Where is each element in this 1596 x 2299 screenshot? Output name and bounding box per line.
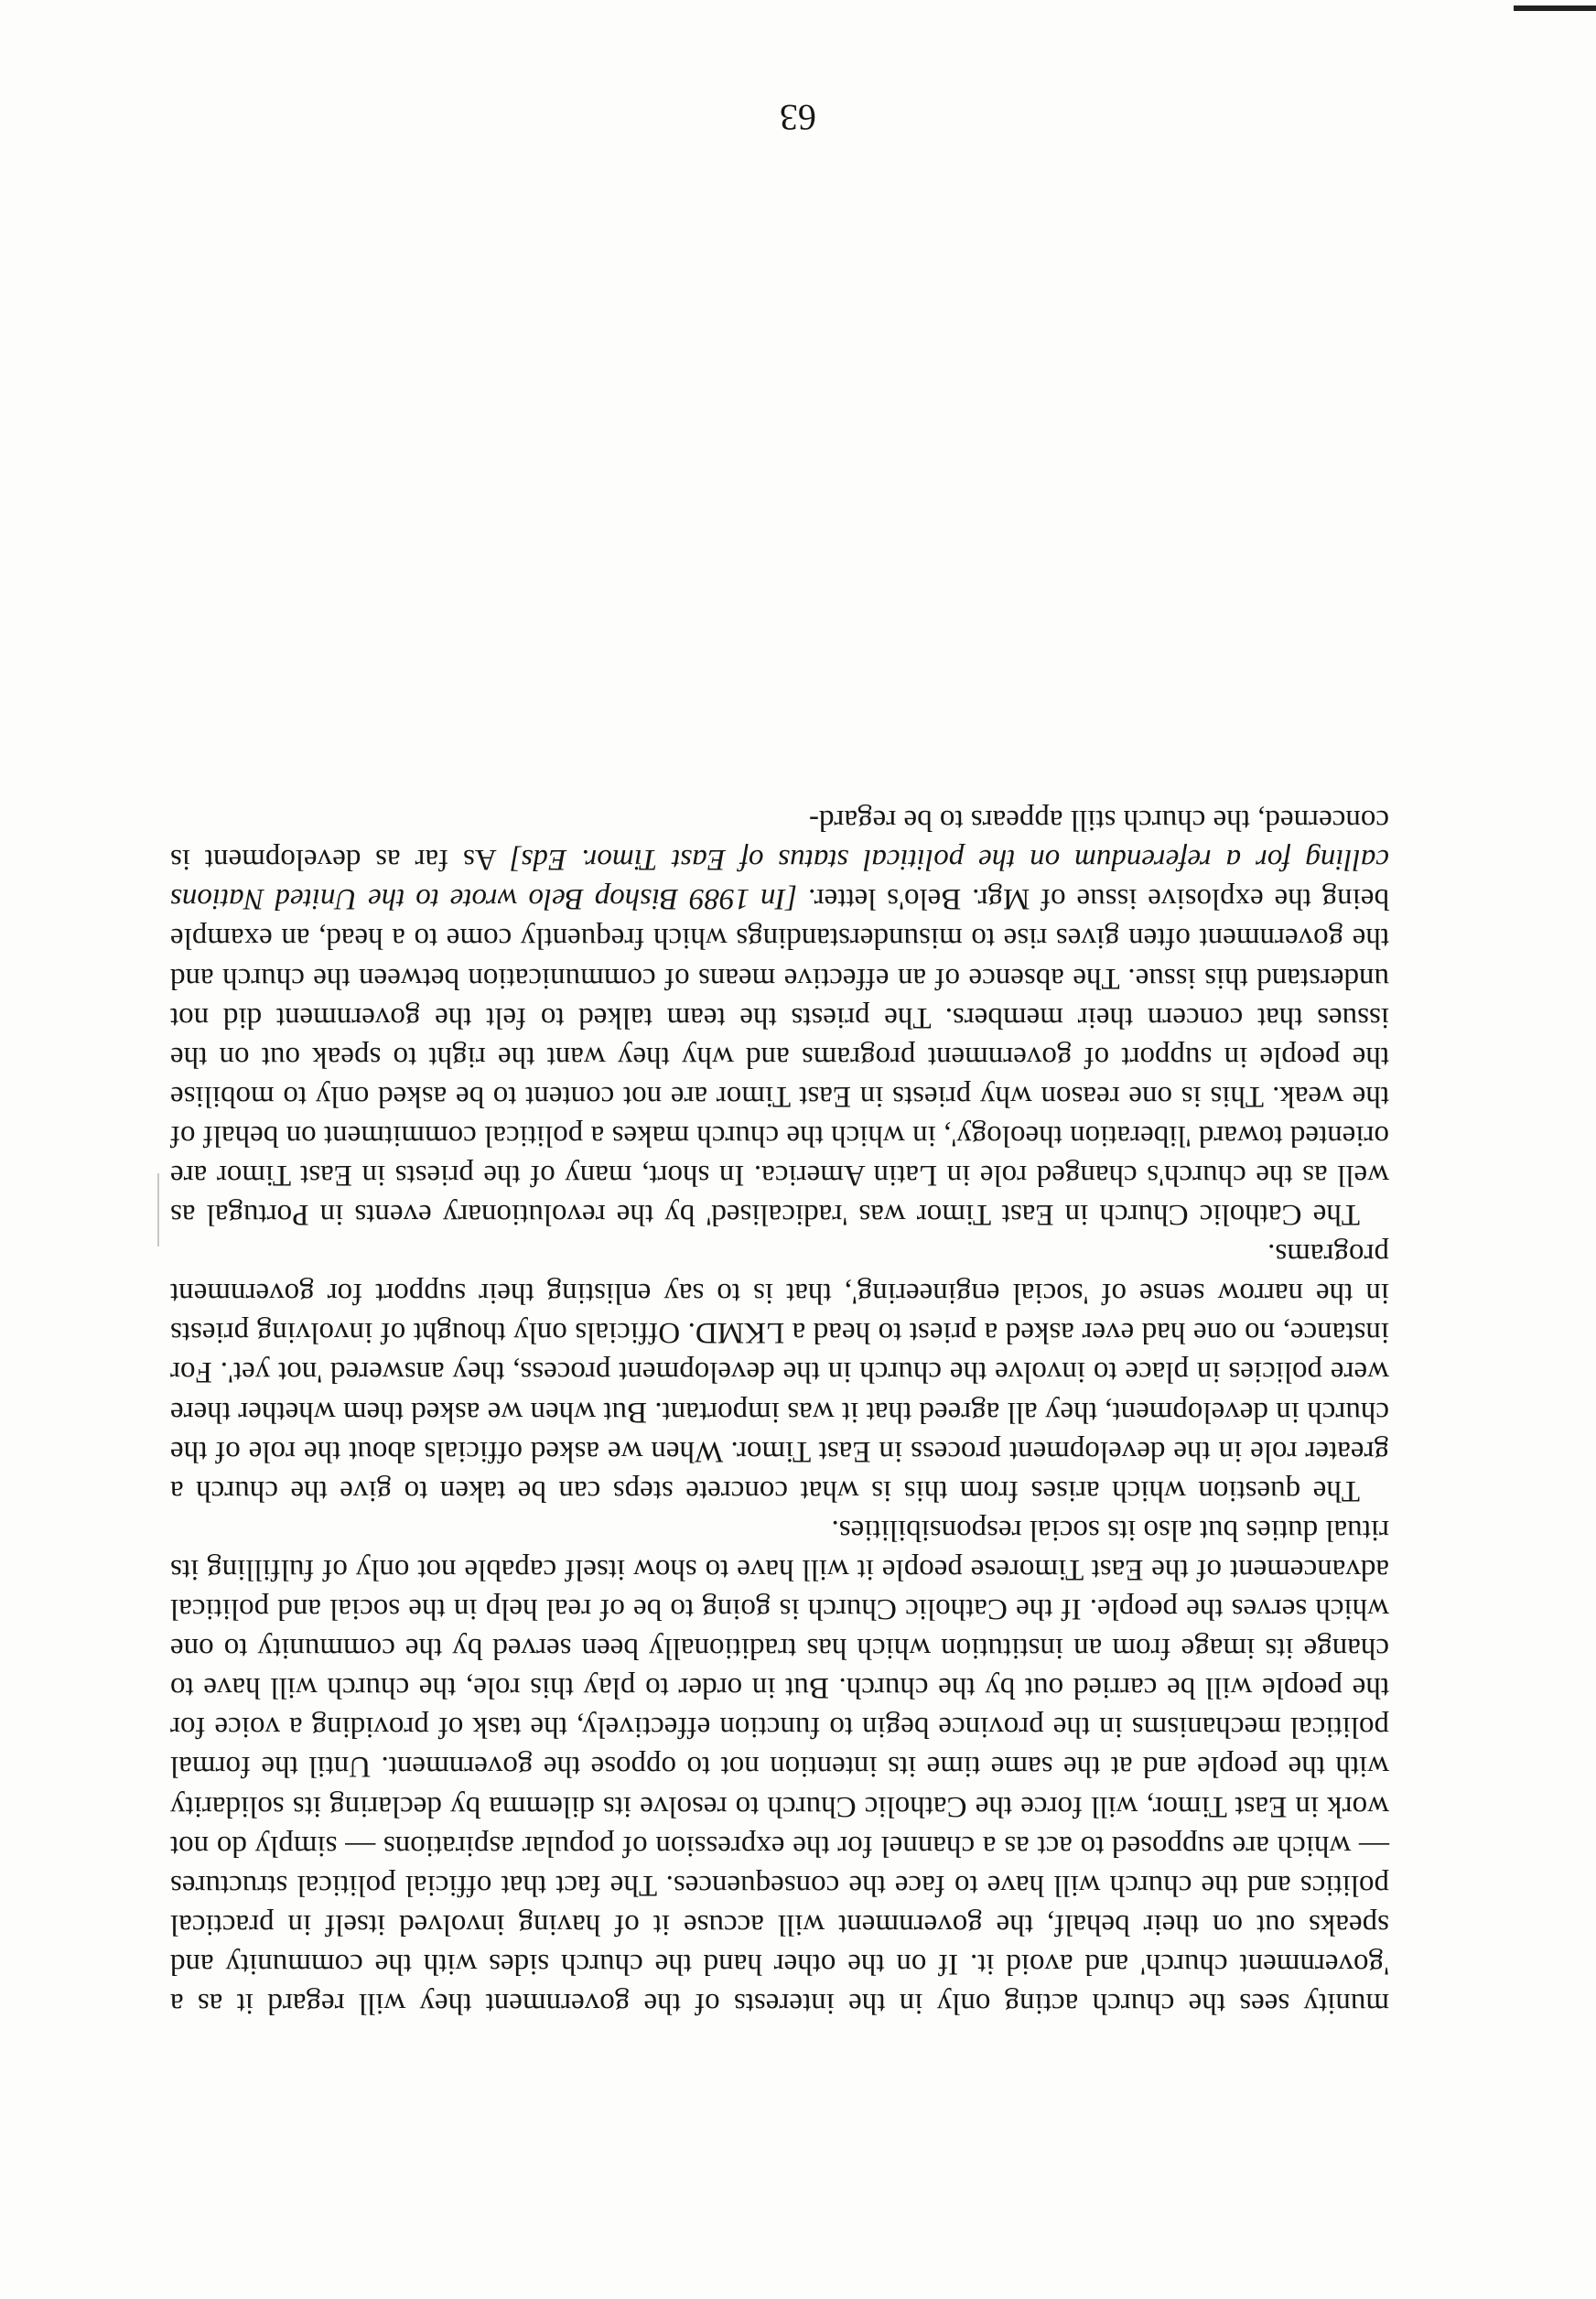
scan-edge-mark: [1514, 5, 1596, 11]
page-number: 63: [780, 97, 816, 138]
paragraph-church-dilemma: munity sees the church acting only in the interests of the government they will regard it as a 'government church' and avoid it. If on the other hand the church sides with the community and speaks out on their behalf, the government will accuse it of having involved itself in practical politics and the church will have to face the consequences. The fact that official political structures — which are supposed to act as a channel for the expression of popular aspirations — simply do not work in East Timor, will force the Catholic Church to resolve its dilemma by declaring its solidarity with the people and at the same time its intention not to oppose the government. Until the formal political mechanisms in the province begin to function effectively, the task of providing a voice for the people will be carried out by the church. But in order to play this role, the church will have to change its image from an institution which has traditionally been served by the community to one which serves the people. If the Catholic Church is going to be of real help in the social and political advancement of the East Timorese people it will have to show itself capable not only of fulfilling its ritual duties but also its social responsibilities.: [170, 1513, 1389, 2020]
paragraph-radicalised-church: [170, 800, 1389, 1234]
paragraph-development-role: The question which arises from this is what concrete steps can be taken to give the church a greater role in the development process in East Timor. When we asked officials about the role of the church in development, they all agreed that it was important. But when we asked them whether there were policies in place to involve the church in the development process, they answered 'not yet'. For instance, no one had ever asked a priest to head a LKMD. Officials only thought of involving priests in the narrow sense of 'social engineering', that is to say enlisting their support for government programs.: [170, 1237, 1389, 1507]
paragraph-text-end: As far as development is concerned, the church still appears to be regard-: [170, 804, 1389, 877]
binding-shadow-line: [157, 1173, 159, 1247]
body-text: [170, 800, 1389, 2023]
editor-note: [In 1989 Bishop Belo wrote to the United Nations calling for a referendum on the political status of East Timor. Eds]: [170, 843, 1389, 916]
paragraph-text-start: The Catholic Church in East Timor was 'radicalised' by the revolutionary events in Portugal as well as the church's changed role in Latin America. In short, many of the priests in East Timor are oriented toward 'liberation theology', in which the church makes a political commitment on behalf of the weak. This is one reason why priests in East Timor are not content to be asked only to mobilise the people in support of government programs and why they want the right to speak out on the issues that concern their members. The priests the team talked to felt the government did not understand this issue. The absence of an effective means of communication between the church and the government often gives rise to misunderstandings which frequently come to a head, an example being the explosive issue of Mgr. Belo's letter.: [170, 882, 1389, 1232]
